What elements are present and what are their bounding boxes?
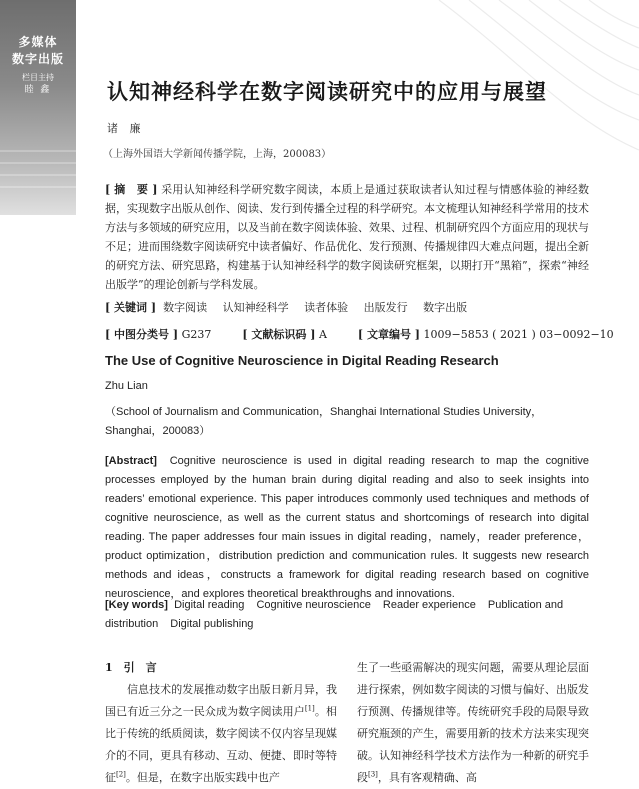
english-abstract-text: Cognitive neuroscience is used in digital reading research to map the cognitive processes employed by the human brain during digital reading and also to seek insights into readers’ emotional experience. This paper introduces commonly used techniques and methods of cognitive neuroscience, as well as the current status and shortcomings of research into digital reading. The paper addresses four main issues in digital reading，namely，reader preference，product optimization，distribution prediction and communication rules. It suggests new research methods and ideas，constructs a framework for digital reading research based on cognitive neuroscience，and explores theoretical breakthroughs and innovations.: [105, 455, 589, 600]
keyword-zh: 认知神经科学: [222, 301, 289, 314]
body-right-column: [357, 657, 589, 789]
abstract-zh-label: [ 摘 要 ]: [105, 183, 158, 196]
article-no-value: 1009−5853 ( 2021 ) 03−0092−10: [423, 328, 614, 341]
body-left-column: [105, 657, 337, 789]
keyword-zh: 出版发行: [363, 301, 408, 314]
article-no-label: [ 文章编号 ]: [357, 328, 420, 341]
editor-label: 栏目主持: [22, 73, 54, 82]
english-keyword: Publication and distribution: [105, 599, 564, 630]
keyword-zh: 数字出版: [423, 301, 468, 314]
english-affiliation: （School of Journalism and Communication，Shanghai International Studies University，Shanghai，200083）: [105, 406, 543, 437]
english-keywords: [105, 596, 589, 634]
citation: [3]: [368, 770, 378, 779]
keywords-zh: [105, 298, 589, 317]
article-title: 认知神经科学在数字阅读研究中的应用与展望: [107, 79, 547, 104]
english-keyword: Cognitive neuroscience: [256, 599, 371, 611]
affiliation: （上海外国语大学新闻传播学院，上海，200083）: [103, 149, 332, 160]
section-heading: 1 引 言: [105, 661, 157, 674]
column-name-line1: 多媒体: [18, 35, 58, 49]
english-title: The Use of Cognitive Neuroscience in Digital Reading Research: [105, 353, 499, 368]
doc-code-label: [ 文献标识码 ]: [242, 328, 316, 341]
keyword-zh: 读者体验: [304, 301, 349, 314]
english-abstract-label: [Abstract]: [105, 455, 157, 467]
author: 诸 廉: [107, 122, 145, 135]
english-keyword: Digital publishing: [170, 618, 254, 630]
english-keywords-label: [Key words]: [105, 599, 168, 611]
english-abstract: [105, 452, 589, 604]
clc-value: G237: [181, 328, 212, 341]
keyword-zh: 数字阅读: [163, 301, 208, 314]
classification-line: [105, 325, 614, 344]
clc-label: [ 中图分类号 ]: [105, 328, 179, 341]
body-paragraph: 生了一些亟需解决的现实问题，需要从理论层面进行探索，例如数字阅读的习惯与偏好、出版发行预测、传播规律等。传统研究手段的局限导致研究瓶颈的产生，需要用新的技术方法来实现突破。认知神经科学技术方法作为一种新的研究手段[3]，具有客观精确、高: [357, 661, 589, 784]
citation: [2]: [116, 770, 126, 779]
abstract-zh: [105, 180, 589, 294]
keywords-zh-label: [ 关键词 ]: [105, 301, 157, 314]
column-name-line2: 数字出版: [11, 52, 64, 66]
citation: [1]: [304, 704, 315, 713]
column-banner: [0, 0, 76, 215]
english-keyword: Digital reading: [174, 599, 245, 611]
editor-name: 睦 鑫: [24, 85, 52, 95]
english-keyword: Reader experience: [382, 599, 476, 611]
english-author: Zhu Lian: [105, 380, 148, 392]
body-paragraph: 信息技术的发展推动数字出版日新月异，我国已有近三分之一民众成为数字阅读用户[1]。相比于传统的纸质阅读，数字阅读不仅内容呈现媒介的不同，更具有移动、互动、便捷、即时等特征[2]。但是，在数字出版实践中也产: [105, 683, 338, 784]
abstract-zh-text: 采用认知神经科学研究数字阅读，本质上是通过获取读者认知过程与情感体验的神经数据，实现数字出版从创作、阅读、发行到传播全过程的科学研究。本文梳理认知神经科学常用的技术方法与多领域的研究应用，以及当前在数字阅读体验、效果、过程、机制研究四个方面应用的现状与不足；进而围绕数字阅读研究中读者偏好、作品优化、发行预测、传播规律四大难点问题，提出全新的研究方法、研究思路，构建基于认知神经科学的数字阅读研究框架，以期打开“黑箱”，探索“神经出版学”的理论创新与学科发展。: [105, 183, 589, 291]
doc-code-value: A: [318, 328, 327, 341]
